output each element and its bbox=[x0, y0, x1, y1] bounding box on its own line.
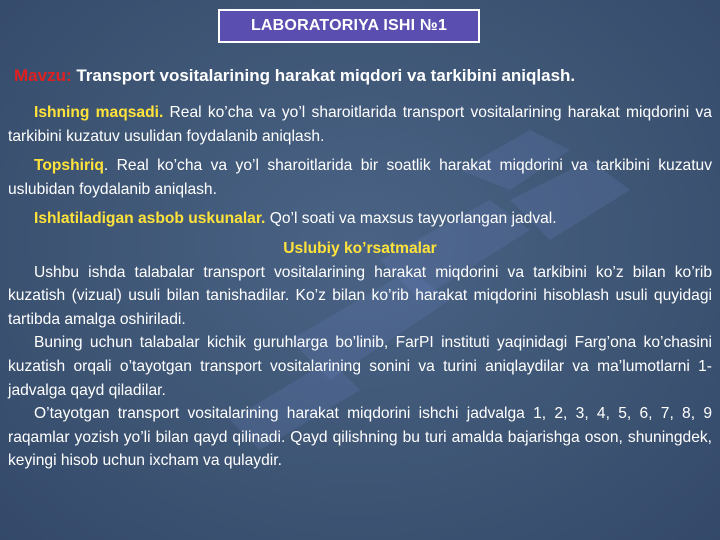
tools-label: Ishlatiladigan asbob uskunalar. bbox=[34, 210, 266, 228]
task-paragraph bbox=[8, 154, 712, 201]
method-heading: Uslubiy ko’rsatmalar bbox=[283, 239, 437, 257]
tools-text: Qo’l soati va maxsus tayyorlangan jadval. bbox=[265, 210, 557, 228]
purpose-label: Ishning maqsadi. bbox=[34, 104, 164, 121]
topic-text: Transport vositalarining harakat miqdori va tarkibini aniqlash. bbox=[76, 66, 576, 85]
body-paragraph-1: Ushbu ishda talabalar transport vositalarining harakat miqdorini va tarkibini ko’z bilan ko’rib kuzatish (vizual) usuli bilan tanishadilar. Ko’z bilan ko’rib harakat miqdorini hisoblash usuli quyidagi tartibda amalga oshiriladi. bbox=[8, 263, 712, 328]
topic-line bbox=[14, 66, 714, 86]
document-body bbox=[8, 101, 712, 473]
purpose-paragraph bbox=[8, 101, 712, 148]
topic-label: Mavzu: bbox=[14, 66, 72, 85]
task-label: Topshiriq bbox=[34, 157, 104, 175]
task-text: . Real ko’cha va yo’l sharoitlarida bir soatlik harakat miqdorini va tarkibini kuzatuv uslubidan foydalanib aniqlash. bbox=[8, 157, 712, 198]
body-paragraph-3: O’tayotgan transport vositalarining harakat miqdorini ishchi jadvalga 1, 2, 3, 4, 5, 6, 7, 8, 9 raqamlar yozish yo’li bilan qayd qilinadi. Qayd qilishning bu turi amalda bajarishga oson, shuningdek, keyingi hisob uchun ixcham va qulaydir. bbox=[8, 405, 712, 470]
purpose-text: Real ko’cha va yo’l sharoitlarida transport vositalarining harakat miqdorini va tarkibini kuzatuv usulidan foydalanib aniqlash. bbox=[8, 104, 712, 145]
tools-paragraph bbox=[8, 207, 712, 231]
body-paragraph-2: Buning uchun talabalar kichik guruhlarga bo’linib, FarPI instituti yaqinidagi Farg’ona ko’chasini kuzatish orqali o’tayotgan transport vositalarining sonini va turini aniqlaydilar va ma’lumotlarni 1-jadvalga qayd qiladilar. bbox=[8, 334, 712, 399]
page-title: LABORATORIYA ISHI №1 bbox=[218, 9, 480, 43]
